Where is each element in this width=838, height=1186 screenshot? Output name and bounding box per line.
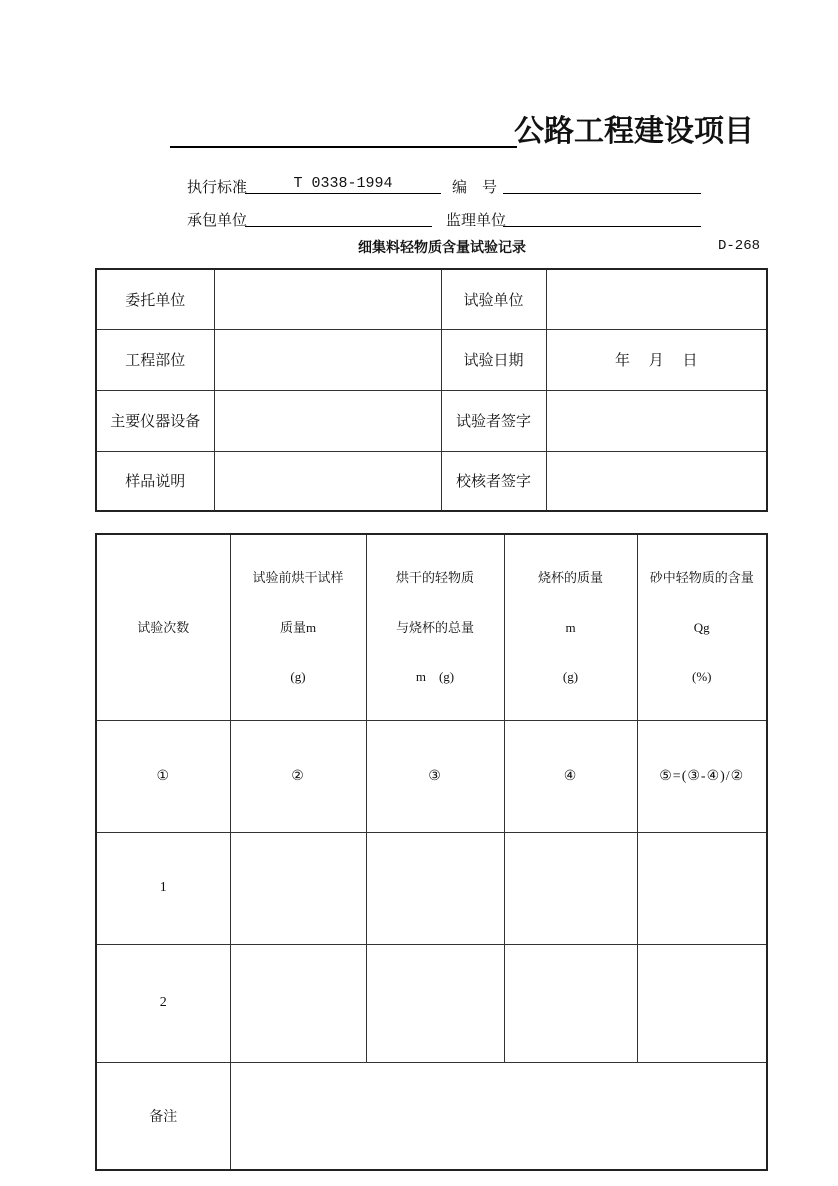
column-header-line: 与烧杯的总量 [395,619,474,635]
symbol-cell: ③ [366,720,504,832]
column-header-line: 质量m [279,619,317,635]
row-label: 2 [96,944,230,1062]
column-header [504,534,637,720]
symbol-cell: ② [230,720,366,832]
column-header-line: 试验次数 [137,619,190,635]
column-header-line: (g) [290,669,306,685]
remark-label: 备注 [96,1062,230,1170]
form-number: D-268 [718,238,761,254]
data-cell[interactable] [637,832,767,944]
number-label: 编 号 [452,180,498,196]
remark-value-cell[interactable] [230,1062,767,1170]
standard-value-field[interactable]: T 0338-1994 [245,175,441,194]
header-row [96,534,767,720]
table-row [96,390,767,451]
table-row [96,269,767,329]
form-subtitle: 细集料轻物质含量试验记录 [358,241,526,256]
contractor-label: 承包单位 [187,213,248,229]
data-row [96,832,767,944]
table-row [96,451,767,511]
info-label: 主要仪器设备 [96,390,214,451]
test-date-cell[interactable]: 年 月 日 [546,329,767,390]
info-label: 样品说明 [96,451,214,511]
column-header [366,534,504,720]
info-value-cell[interactable] [214,269,441,329]
row-label: 1 [96,832,230,944]
column-header-line: (%) [692,669,712,685]
data-cell[interactable] [504,832,637,944]
column-header-line: 试验前烘干试样 [252,570,344,585]
column-header-line: 烧杯的质量 [537,570,603,585]
number-value-field[interactable] [503,175,701,194]
data-row [96,944,767,1062]
symbol-cell: ① [96,720,230,832]
project-name-blank-line[interactable] [170,112,517,148]
info-label: 试验日期 [441,329,546,390]
info-table [95,268,768,512]
data-cell[interactable] [366,832,504,944]
info-value-cell[interactable] [214,329,441,390]
symbol-cell: ④ [504,720,637,832]
data-cell[interactable] [637,944,767,1062]
column-header [96,534,230,720]
test-data-table [95,533,768,1171]
symbol-row [96,720,767,832]
column-header [230,534,366,720]
info-label: 校核者签字 [441,451,546,511]
info-value-cell[interactable] [546,269,767,329]
data-cell[interactable] [230,944,366,1062]
column-header-line: (g) [562,669,579,685]
data-cell[interactable] [230,832,366,944]
info-value-cell[interactable] [214,451,441,511]
supervisor-label: 监理单位 [446,213,507,229]
remark-row [96,1062,767,1170]
page-title: 公路工程建设项目 [514,115,754,148]
info-label: 试验者签字 [441,390,546,451]
formula-cell: ⑤=(③-④)/② [637,720,767,832]
supervisor-value-field[interactable] [503,208,701,227]
table-row [96,329,767,390]
info-label: 委托单位 [96,269,214,329]
contractor-value-field[interactable] [245,208,432,227]
info-label: 试验单位 [441,269,546,329]
column-header-line: Qg [693,619,710,635]
column-header-line: m [565,619,576,635]
data-cell[interactable] [366,944,504,1062]
column-header-line: 砂中轻物质的含量 [649,570,754,585]
standard-label: 执行标准 [187,180,248,196]
info-value-cell[interactable] [546,451,767,511]
info-value-cell[interactable] [546,390,767,451]
column-header-line: m (g) [415,669,455,685]
info-label: 工程部位 [96,329,214,390]
column-header [637,534,767,720]
data-cell[interactable] [504,944,637,1062]
info-value-cell[interactable] [214,390,441,451]
column-header-line: 烘干的轻物质 [395,570,474,585]
